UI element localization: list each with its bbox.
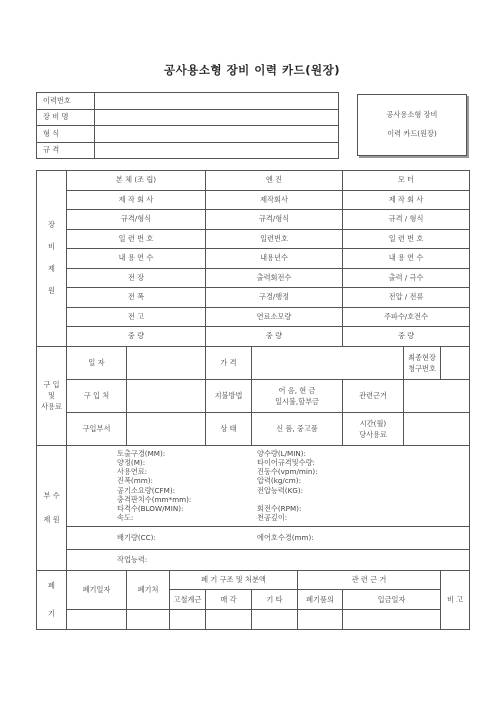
section-label-auxiliary: 부 수 제 원 (37, 445, 67, 570)
spec-cell: 내 용 연 수 (67, 249, 206, 269)
info-value[interactable] (95, 126, 339, 143)
purchase-label: 구 입 처 (67, 379, 127, 412)
disposal-header: 폐기처 (127, 570, 170, 610)
spec-cell: 제 작 회 사 (67, 190, 206, 210)
spec-cell: 전압 / 전류 (343, 288, 470, 308)
spec-cell: 일련번호 (206, 229, 343, 249)
purchase-label: 상 태 (206, 412, 252, 445)
purchase-option: 어 음, 현 금 일시불,할부금 (252, 379, 343, 412)
spec-cell: 규격/형식 (206, 210, 343, 230)
purchase-value[interactable] (441, 346, 470, 379)
purchase-value[interactable] (404, 379, 470, 412)
header-body: 본 체 (조 립) (67, 171, 206, 191)
main-table (36, 170, 470, 630)
spec-cell: 출력 / 극수 (343, 268, 470, 288)
purchase-value[interactable] (127, 379, 206, 412)
spec-cell: 전 고 (67, 307, 206, 327)
disposal-value[interactable] (170, 610, 206, 630)
info-label: 이력번호 (37, 93, 95, 110)
info-row (37, 142, 339, 159)
disposal-subheader: 입금일자 (343, 590, 441, 610)
spec-cell: 일 련 번 호 (343, 229, 470, 249)
disposal-value[interactable] (127, 610, 170, 630)
info-label: 형 식 (37, 126, 95, 143)
disposal-value[interactable] (206, 610, 252, 630)
spec-cell: 제 작 회 사 (343, 190, 470, 210)
info-label: 규 격 (37, 142, 95, 159)
auxiliary-lines (67, 445, 470, 526)
purchase-label: 관련근거 (343, 379, 404, 412)
disposal-value[interactable] (343, 610, 441, 630)
disposal-header: 비 고 (441, 570, 470, 630)
card-line2: 이력 카드(원장) (387, 129, 437, 138)
section-label-purchase: 구 입 및 사용료 (37, 346, 67, 445)
spec-cell: 연료소모량 (206, 307, 343, 327)
info-row (37, 93, 339, 110)
capacity-line: 작업능력: (67, 549, 470, 570)
info-label: 장 비 명 (37, 109, 95, 126)
info-value[interactable] (95, 93, 339, 110)
spec-cell: 내 용 연 수 (343, 249, 470, 269)
aux-line: 양정(M): 타이어규격및수량: (117, 457, 315, 467)
purchase-value[interactable] (404, 412, 470, 445)
section-label-equipment: 장 비 제 원 (37, 171, 67, 347)
aux-line: 속도: 천공깊이: (117, 513, 288, 523)
purchase-label: 시간(월) 당사용료 (343, 412, 404, 445)
card-box (357, 94, 467, 156)
info-value[interactable] (95, 109, 339, 126)
info-value[interactable] (95, 142, 339, 159)
disposal-header: 폐기일자 (67, 570, 127, 610)
purchase-option: 신 품, 중고품 (252, 412, 343, 445)
disposal-value[interactable] (252, 610, 298, 630)
purchase-label: 최종현장 청구번호 (404, 346, 441, 379)
spec-cell: 중 량 (206, 327, 343, 347)
aux-line: 공기소요량(CFM): 전압능력(KG): (117, 485, 304, 495)
info-row (37, 126, 339, 143)
aux-line: 사용연료: 진동수(vpm/min): (117, 467, 318, 477)
spec-cell: 내용년수 (206, 249, 343, 269)
spec-cell: 전 폭 (67, 288, 206, 308)
info-table (36, 92, 339, 159)
purchase-value[interactable] (127, 412, 206, 445)
purchase-value[interactable] (252, 346, 404, 379)
exhaust-line: 배기량(CC): 에어호수경(mm): (67, 526, 470, 549)
spec-cell: 주파수/호전수 (343, 307, 470, 327)
disposal-value[interactable] (298, 610, 343, 630)
spec-cell: 구경/행정 (206, 288, 343, 308)
aux-line: 충격판치수(mm*mm): (117, 494, 192, 504)
spec-cell: 규격/형식 (67, 210, 206, 230)
disposal-header: 폐 기 구조 및 처분액 (170, 570, 298, 590)
header-motor: 모 터 (343, 171, 470, 191)
purchase-label: 지불방법 (206, 379, 252, 412)
info-row (37, 109, 339, 126)
header-engine: 엔 진 (206, 171, 343, 191)
aux-line: 진폭(mm): 압력(kg/cm): (117, 476, 302, 486)
spec-cell: 출력회전수 (206, 268, 343, 288)
disposal-subheader: 고철계근 (170, 590, 206, 610)
spec-cell: 중 량 (343, 327, 470, 347)
purchase-label: 가 격 (206, 346, 252, 379)
section-label-disposal: 폐 기 (37, 570, 67, 630)
spec-cell: 제작회사 (206, 190, 343, 210)
aux-line: 타격수(BLOW/MIN): 회전수(RPM): (117, 503, 302, 513)
page-title: 공사용소형 장비 이력 카드(원장) (164, 63, 340, 77)
purchase-label: 구입부서 (67, 412, 127, 445)
disposal-subheader: 매 각 (206, 590, 252, 610)
spec-cell: 전 장 (67, 268, 206, 288)
disposal-value[interactable] (67, 610, 127, 630)
card-line1: 공사용소형 장비 (386, 110, 438, 119)
disposal-subheader: 기 타 (252, 590, 298, 610)
spec-cell: 규격 / 형식 (343, 210, 470, 230)
disposal-subheader: 폐기품의 (298, 590, 343, 610)
spec-cell: 일 련 번 호 (67, 229, 206, 249)
spec-cell: 중 량 (67, 327, 206, 347)
purchase-value[interactable] (127, 346, 206, 379)
purchase-label: 일 자 (67, 346, 127, 379)
disposal-header: 관 련 근 거 (298, 570, 441, 590)
aux-line: 토출구경(MM): 양수량(L/MIN): (117, 448, 306, 458)
